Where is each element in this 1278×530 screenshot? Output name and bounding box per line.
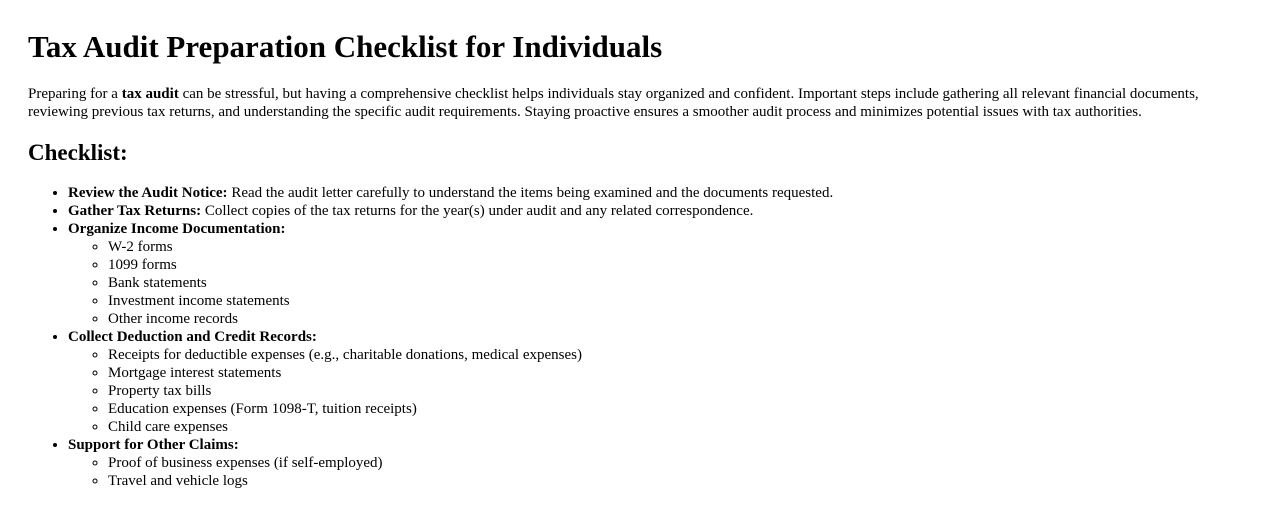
sublist-item: ◦ Mortgage interest statements — [108, 364, 1250, 382]
checklist-item — [68, 328, 1250, 436]
sublist-item: ◦ Other income records — [108, 310, 1250, 328]
checklist-item-text: Read the audit letter carefully to understand the items being examined and the documents requested. — [227, 185, 834, 201]
page-title: Tax Audit Preparation Checklist for Individuals — [28, 29, 663, 64]
checklist-item — [68, 184, 1250, 202]
checklist-heading: Checklist: — [28, 140, 128, 165]
intro-text-before: Preparing for a — [28, 86, 122, 102]
sublist-item: ◦ 1099 forms — [108, 256, 1250, 274]
checklist-item-label: Review the Audit Notice: — [68, 185, 228, 201]
sublist-item: ◦ Child care expenses — [108, 418, 1250, 436]
sublist-item: ◦ W-2 forms — [108, 238, 1250, 256]
checklist-item — [68, 220, 1250, 328]
sublist-item: ◦ Investment income statements — [108, 292, 1250, 310]
checklist-item-label: Support for Other Claims: — [68, 437, 239, 453]
checklist-item — [68, 436, 1250, 490]
deduction-records-sublist — [68, 346, 1250, 436]
sublist-item: ◦ Property tax bills — [108, 382, 1250, 400]
checklist-item-label: Collect Deduction and Credit Records: — [68, 329, 317, 345]
intro-text-after: can be stressful, but having a comprehensive checklist helps individuals stay organized and confident. Important steps include gathering all relevant financial documents, reviewing previous tax returns, and understanding the specific audit requirements. Staying proactive ensures a smoother audit process and minimizes potential issues with tax authorities. — [28, 86, 1199, 120]
sublist-item: ◦ Travel and vehicle logs — [108, 472, 1250, 490]
intro-paragraph — [28, 85, 1250, 121]
checklist-item-label: Gather Tax Returns: — [68, 203, 202, 219]
checklist-item-text: Collect copies of the tax returns for the year(s) under audit and any related correspondence. — [201, 203, 754, 219]
sublist-item: ◦ Receipts for deductible expenses (e.g., charitable donations, medical expenses) — [108, 346, 1250, 364]
income-documentation-sublist — [68, 238, 1250, 328]
checklist-item — [68, 202, 1250, 220]
checklist — [28, 184, 1250, 490]
intro-bold-term: tax audit — [121, 86, 179, 102]
checklist-item-label: Organize Income Documentation: — [68, 221, 286, 237]
sublist-item: ◦ Bank statements — [108, 274, 1250, 292]
other-claims-sublist — [68, 454, 1250, 490]
sublist-item: ◦ Proof of business expenses (if self-employed) — [108, 454, 1250, 472]
sublist-item: ◦ Education expenses (Form 1098-T, tuition receipts) — [108, 400, 1250, 418]
document-page — [0, 29, 1278, 490]
